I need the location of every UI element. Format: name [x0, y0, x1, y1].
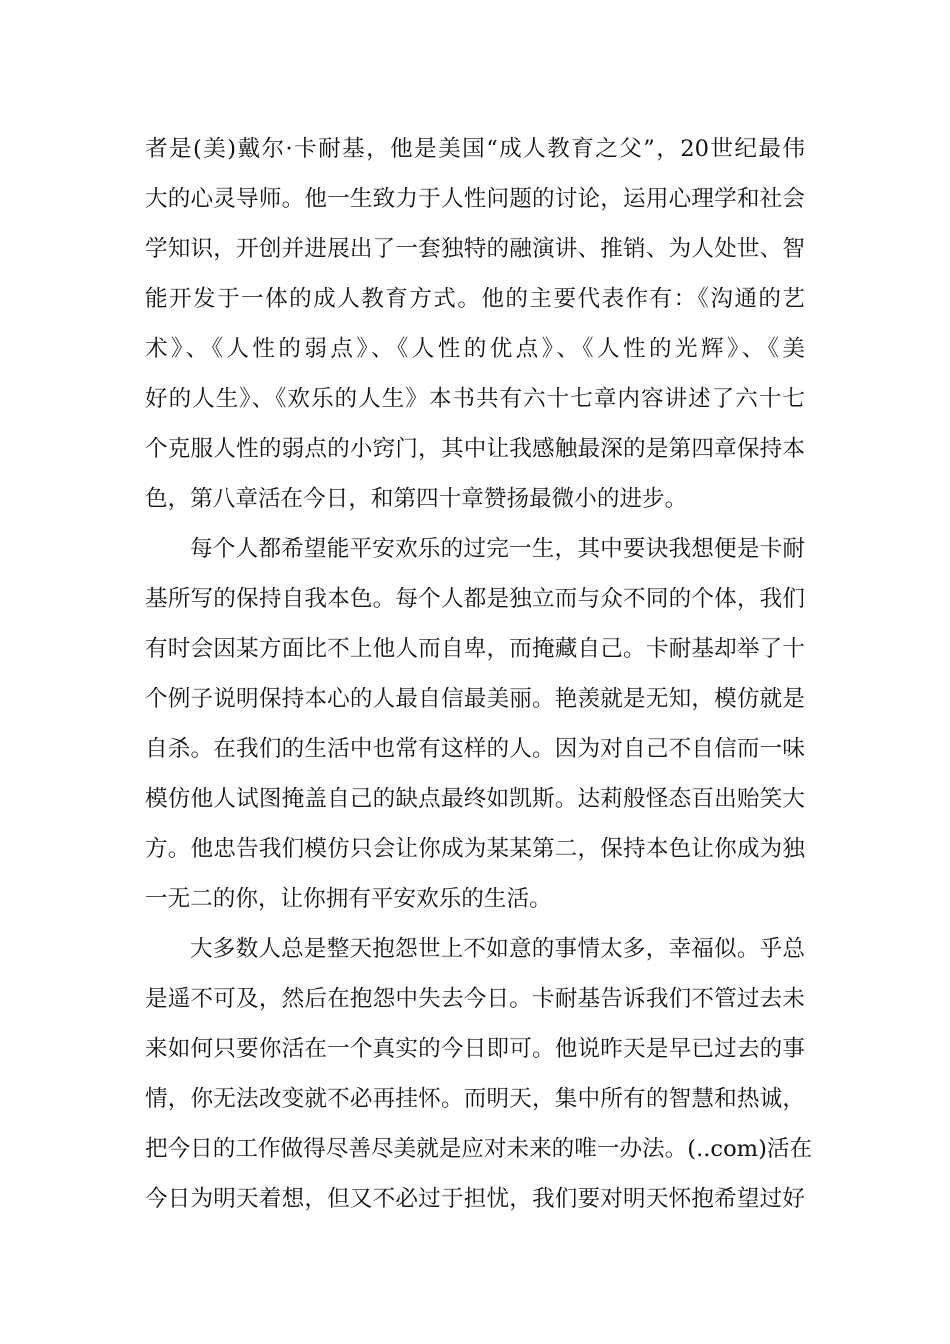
text-line: 情，你无法改变就不必再挂怀。而明天，集中所有的智慧和热诚，	[145, 1086, 805, 1112]
paragraph-first-line: 每个人都希望能平安欢乐的过完一生，其中要诀我想便是卡耐	[190, 536, 805, 562]
text-line: 基所写的保持自我本色。每个人都是独立而与众不同的个体，我们	[145, 586, 805, 612]
text-line: 方。他忠告我们模仿只会让你成为某某第二，保持本色让你成为独	[145, 836, 805, 862]
text-line: 能开发于一体的成人教育方式。他的主要代表作有：《沟通的艺	[145, 286, 805, 312]
text-line: 是遥不可及，然后在抱怨中失去今日。卡耐基告诉我们不管过去未	[145, 986, 805, 1012]
text-line: 个例子说明保持本心的人最自信最美丽。艳羡就是无知，模仿就是	[145, 686, 805, 712]
text-line: 来如何只要你活在一个真实的今日即可。他说昨天是早已过去的事	[145, 1036, 805, 1062]
text-line: 把今日的工作做得尽善尽美就是应对未来的唯一办法。(..com)活在	[145, 1136, 813, 1162]
text-line: 学知识，开创并进展出了一套独特的融演讲、推销、为人处世、智	[145, 236, 805, 262]
text-line: 个克服人性的弱点的小窍门，其中让我感触最深的是第四章保持本	[145, 436, 805, 462]
text-line: 好的人生》、《欢乐的人生》本书共有六十七章内容讲述了六十七	[145, 386, 805, 412]
text-line: 模仿他人试图掩盖自己的缺点最终如凯斯。达莉般怪态百出贻笑大	[145, 786, 805, 812]
text-line: 色，第八章活在今日，和第四十章赞扬最微小的进步。	[145, 486, 688, 512]
text-line: 今日为明天着想，但又不必过于担忧，我们要对明天怀抱希望过好	[145, 1186, 805, 1212]
text-line: 自杀。在我们的生活中也常有这样的人。因为对自己不自信而一味	[145, 736, 805, 762]
text-line: 一无二的你，让你拥有平安欢乐的生活。	[145, 886, 552, 912]
text-line: 术》、《人性的弱点》、《人性的优点》、《人性的光辉》、《美	[145, 336, 805, 362]
paragraph-first-line: 大多数人总是整天抱怨世上不如意的事情太多，幸福似。乎总	[190, 936, 805, 962]
text-line: 有时会因某方面比不上他人而自卑，而掩藏自己。卡耐基却举了十	[145, 636, 805, 662]
text-line: 大的心灵导师。他一生致力于人性问题的讨论，运用心理学和社会	[145, 186, 805, 212]
text-line: 者是(美)戴尔·卡耐基，他是美国“成人教育之父”，20世纪最伟	[145, 136, 805, 162]
